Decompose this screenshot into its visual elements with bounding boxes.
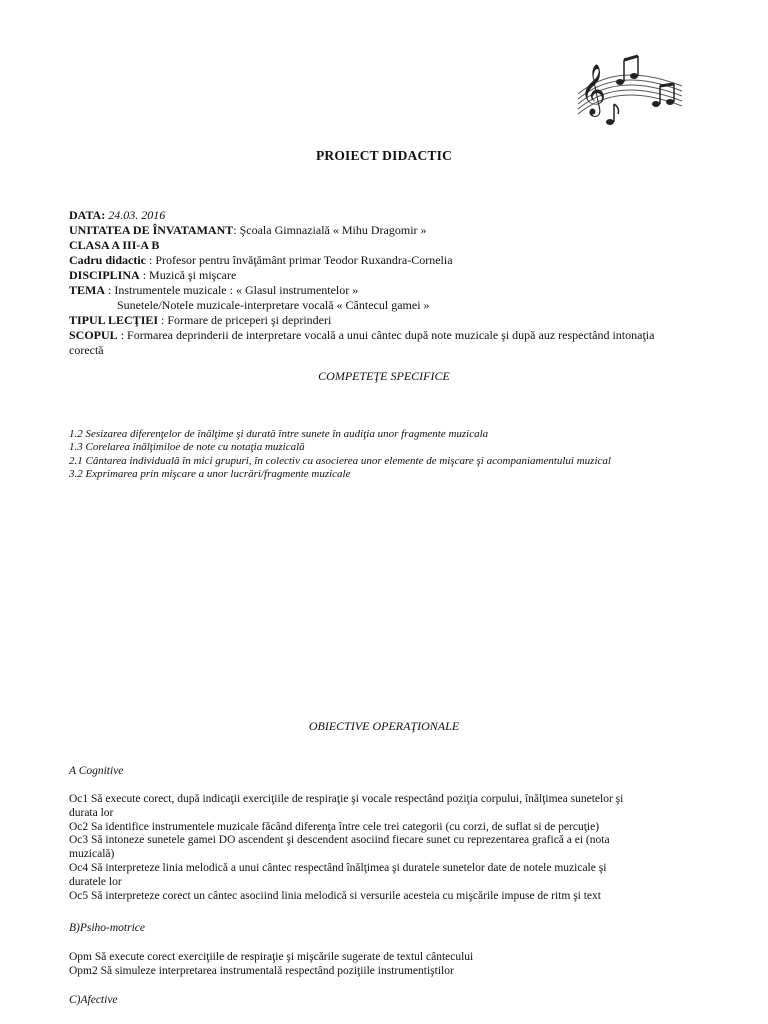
list-item: Oc1 Să execute corect, după indicaţii exerciţiile de respiraţie şi vocale respectând poziţia corpului, înălţimea sunetelor şi [69,793,624,805]
list-item: 3.2 Exprimarea prin mişcare a unor lucrări/fragmente muzicale [69,468,351,481]
field-scope: SCOPUL : Formarea deprinderii de interpretare vocală a unui cântec după note muzicale şi după auz respectând intonaţia [69,328,655,342]
cognitive-list [69,793,709,903]
competences-list [69,428,749,482]
list-item: 1.3 Corelarea înălţimiloe de note cu notaţia muzicală [69,441,305,454]
field-class: CLASA A III-A B [69,238,160,252]
field-school: UNITATEA DE ÎNVATAMANT: Şcoala Gimnazială « Mihu Dragomir » [69,223,427,237]
psycho-list [69,951,709,979]
list-item: muzicală) [69,848,115,861]
list-item: 2.1 Cântarea individuală în mici grupuri, în colectiv cu asocierea unor elemente de mişcare şi acompaniamentului muzical [69,454,611,467]
list-item: Opm2 Să simuleze interpretarea instrumentală respectând poziţiile instrumentiştilor [69,964,454,977]
field-theme-cont: Sunetele/Notele muzicale-interpretare vocală « Cântecul gamei » [117,298,430,312]
list-item: Opm Să execute corect exerciţiile de respiraţie şi mişcările sugerate de textul cântecului [69,951,474,963]
list-item: durata lor [69,806,114,819]
affective-heading: C)Afective [69,994,118,1006]
field-discipline: DISCIPLINA : Muzică şi mişcare [69,268,237,282]
list-item: duratele lor [69,875,122,888]
field-lesson-type: TIPUL LECŢIEI : Formare de priceperi şi deprinderi [69,313,332,327]
field-date: DATA: 24.03. 2016 [69,208,166,222]
music-notes-logo [570,46,690,130]
document-title: PROIECT DIDACTIC [315,148,453,163]
field-theme: TEMA : Instrumentele muzicale : « Glasul instrumentelor » [69,283,359,297]
field-teacher: Cadru didactic : Profesor pentru învăţământ primar Teodor Ruxandra-Cornelia [69,253,453,267]
objectives-heading: OBIECTIVE OPERAŢIONALE [308,719,460,733]
list-item: Oc5 Să interpreteze corect un cântec asociind linia melodică si versurile acesteia cu mişcările impuse de ritm şi text [69,889,601,902]
svg-text:𝄞: 𝄞 [580,64,607,115]
list-item: 1.2 Sesizarea diferenţelor de înălţime şi durată între sunete în audiţia unor fragmente muzicala [69,428,489,440]
header-fields [69,208,709,358]
competences-heading: COMPETEŢE SPECIFICE [318,369,450,383]
list-item: Oc3 Să intoneze sunetele gamei DO ascendent şi descendent asociind fiecare sunet cu reprezentarea grafică a ei (nota [69,834,610,847]
psycho-heading: B)Psiho-motrice [69,922,146,934]
field-scope-cont: corectă [69,343,104,357]
list-item: Oc2 Sa identifice instrumentele muzicale făcând diferenţa între cele trei categorii (cu corzi, de suflat si de percuţie) [69,820,600,833]
list-item: Oc4 Să interpreteze linia melodică a unui cântec respectând înălţimea şi duratele sunetelor date de notele muzicale şi [69,861,607,874]
cognitive-heading: A Cognitive [69,765,124,777]
